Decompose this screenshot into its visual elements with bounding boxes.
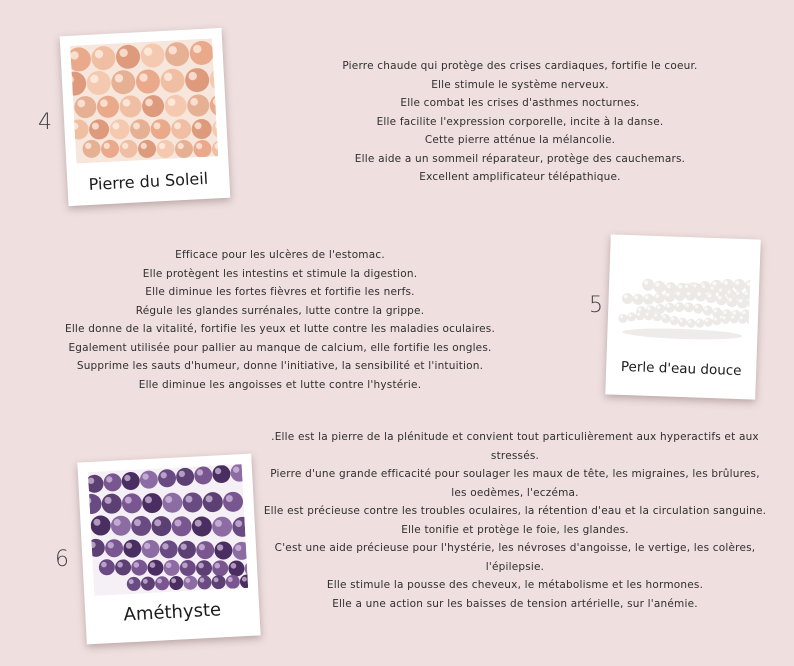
- stone-description: [262, 428, 768, 613]
- description-line: Pierre chaude qui protège des crises cardiaques, fortifie le coeur.: [342, 60, 698, 72]
- description-line: Elle est précieuse contre les troubles oculaires, la rétention d'eau et la circulation sanguine.: [263, 505, 767, 517]
- polaroid-card: [60, 28, 231, 206]
- stone-name-caption: Perle d'eau douce: [620, 358, 742, 380]
- description-line: Cette pierre atténue la mélancolie.: [424, 134, 616, 146]
- description-line: Elle protègent les intestins et stimule la digestion.: [142, 267, 418, 280]
- description-line: Efficace pour les ulcères de l'estomac.: [175, 249, 385, 261]
- description-line: Excellent amplificateur télépathique.: [419, 171, 621, 183]
- description-line: .Elle est la pierre de la plénitude et convient tout particulièrement aux hyperactifs et aux stressés.: [271, 431, 759, 462]
- description-line: Elle combat les crises d'asthmes nocturnes.: [400, 97, 640, 109]
- description-line: Pierre d'une grande efficacité pour soulager les maux de tête, les migraines, les brûlures, les oedèmes, l'eczéma.: [270, 468, 760, 499]
- amethyst-beads-photo: [88, 464, 248, 596]
- item-number: 4: [38, 110, 52, 135]
- description-line: Elle stimule le système nerveux.: [431, 78, 609, 91]
- stone-description: [300, 57, 740, 187]
- description-line: Elle diminue les fortes fièvres et fortifie les nerfs.: [145, 286, 415, 298]
- description-line: Régule les glandes surrénales, lutte contre la grippe.: [135, 304, 425, 317]
- freshwater-pearls-photo: [616, 244, 752, 353]
- item-number: 6: [55, 547, 69, 572]
- description-line: Elle stimule la pousse des cheveux, le métabolisme et les hormones.: [326, 579, 704, 591]
- description-line: Elle facilite l'expression corporelle, incite à la danse.: [376, 115, 664, 128]
- polaroid-card: [77, 454, 260, 645]
- description-line: Elle donne de la vitalité, fortifie les yeux et lutte contre les maladies oculaires.: [64, 323, 496, 335]
- description-line: Elle a une action sur les baisses de tension artérielle, sur l'anémie.: [332, 597, 698, 610]
- description-line: Supprime les sauts d'humeur, donne l'initiative, la sensibilité et l'intuition.: [76, 360, 484, 372]
- item-number: 5: [589, 293, 603, 318]
- description-line: C'est une aide précieuse pour l'hystérie, les névroses d'angoisse, le vertige, les colères, l'épilepsie.: [274, 542, 756, 573]
- description-line: Elle tonifie et protège le foie, les glandes.: [401, 523, 629, 536]
- description-line: Elle aide a un sommeil réparateur, protège des cauchemars.: [354, 152, 686, 165]
- stone-description: [60, 246, 500, 394]
- stone-name-caption: Améthyste: [123, 599, 222, 626]
- description-line: Elle diminue les angoisses et lutte contre l'hystérie.: [138, 378, 422, 391]
- description-line: Egalement utilisée pour pallier au manque de calcium, elle fortifie les ongles.: [68, 341, 492, 354]
- sunstone-beads-photo: [70, 38, 218, 163]
- polaroid-card: [605, 234, 760, 399]
- stone-name-caption: Pierre du Soleil: [88, 168, 209, 195]
